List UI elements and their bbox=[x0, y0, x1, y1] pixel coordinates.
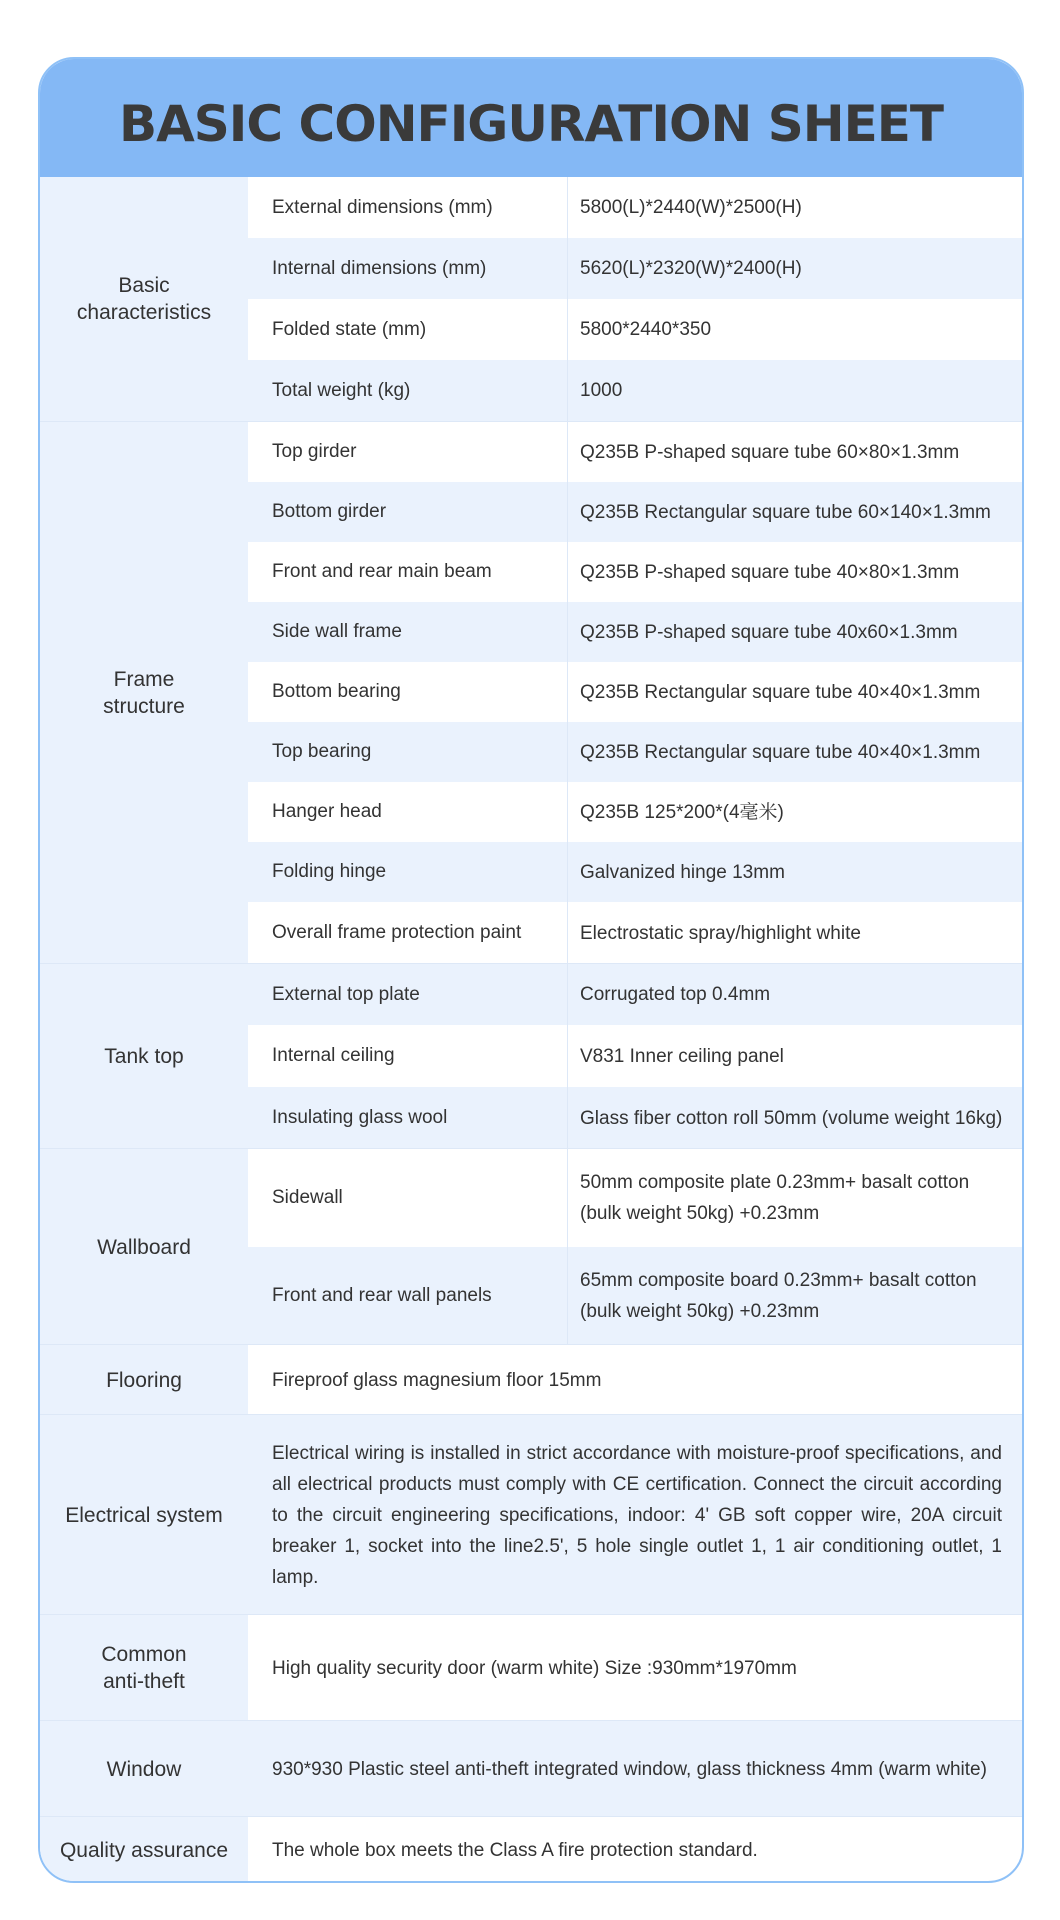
section-rows bbox=[248, 1149, 1022, 1345]
item-value: Q235B Rectangular square tube 40×40×1.3mm bbox=[580, 681, 981, 703]
configuration-sheet bbox=[38, 57, 1024, 1883]
quality-value: The whole box meets the Class A fire protection standard. bbox=[272, 1840, 758, 1861]
item-value: 50mm composite plate 0.23mm+ basalt cotton (bulk weight 50kg) +0.23mm bbox=[580, 1172, 970, 1224]
table-row bbox=[248, 360, 1022, 421]
table-row bbox=[248, 842, 1022, 902]
item-value: Q235B 125*200*(4毫米) bbox=[580, 801, 784, 823]
table-row bbox=[248, 722, 1022, 782]
item-value: Q235B Rectangular square tube 60×140×1.3mm bbox=[580, 501, 991, 523]
item-value: Electrostatic spray/highlight white bbox=[580, 922, 861, 944]
section-basic-characteristics bbox=[40, 177, 1022, 421]
section-rows bbox=[248, 1615, 1022, 1721]
item-label: Top bearing bbox=[248, 722, 568, 782]
flooring-value: Fireproof glass magnesium floor 15mm bbox=[272, 1369, 602, 1391]
section-rows bbox=[248, 422, 1022, 964]
electrical-value: Electrical wiring is installed in strict accordance with moisture-proof specifications, and all electrical products must comply with CE certification. Connect the circuit according to the circuit engineering specifications, indoor: 4' GB soft copper wire, 20A circuit breaker 1, socket into the line2.5', 5 hole single outlet 1, 1 air conditioning outlet, 1 lamp. bbox=[272, 1442, 1002, 1588]
item-label: Hanger head bbox=[248, 782, 568, 842]
section-rows bbox=[248, 177, 1022, 421]
item-value: Corrugated top 0.4mm bbox=[580, 984, 771, 1005]
section-common-anti-theft bbox=[40, 1614, 1022, 1721]
category-text: Tank top bbox=[104, 1045, 184, 1068]
table-row bbox=[248, 964, 1022, 1025]
section-frame-structure bbox=[40, 421, 1022, 964]
section-rows bbox=[248, 1345, 1022, 1415]
item-label: External top plate bbox=[248, 964, 568, 1025]
section-wallboard bbox=[40, 1148, 1022, 1345]
item-label: Side wall frame bbox=[248, 602, 568, 662]
item-value: Q235B P-shaped square tube 60×80×1.3mm bbox=[580, 441, 960, 463]
category-label bbox=[40, 1817, 248, 1883]
item-value: 5620(L)*2320(W)*2400(H) bbox=[580, 258, 802, 279]
category-label bbox=[40, 1149, 248, 1345]
item-label: Sidewall bbox=[248, 1149, 568, 1247]
category-text: Frame structure bbox=[103, 668, 185, 718]
section-quality-assurance bbox=[40, 1816, 1022, 1883]
sheet-header bbox=[40, 59, 1022, 177]
item-label: Front and rear wall panels bbox=[248, 1247, 568, 1345]
table-row bbox=[248, 1025, 1022, 1087]
table-row bbox=[248, 902, 1022, 964]
item-value: Q235B Rectangular square tube 40×40×1.3mm bbox=[580, 741, 981, 763]
section-rows bbox=[248, 1817, 1022, 1883]
anti-theft-value: High quality security door (warm white) Size :930mm*1970mm bbox=[272, 1657, 797, 1679]
category-text: Wallboard bbox=[97, 1235, 191, 1259]
table-row bbox=[248, 177, 1022, 238]
item-value: Glass fiber cotton roll 50mm (volume weight 16kg) bbox=[580, 1107, 1003, 1129]
window-value: 930*930 Plastic steel anti-theft integrated window, glass thickness 4mm (warm white) bbox=[248, 1721, 1022, 1817]
table-row bbox=[248, 238, 1022, 299]
item-label: Internal ceiling bbox=[248, 1025, 568, 1087]
item-label: Folded state (mm) bbox=[248, 299, 568, 360]
category-text: Window bbox=[106, 1757, 182, 1781]
table-row bbox=[248, 1149, 1022, 1247]
section-flooring bbox=[40, 1344, 1022, 1415]
section-electrical-system bbox=[40, 1414, 1022, 1615]
category-label bbox=[40, 1415, 248, 1615]
item-label: Folding hinge bbox=[248, 842, 568, 902]
category-label bbox=[40, 1345, 248, 1415]
category-label bbox=[40, 177, 248, 421]
item-label: Top girder bbox=[248, 422, 568, 482]
item-label: Bottom girder bbox=[248, 482, 568, 542]
item-label: Internal dimensions (mm) bbox=[248, 238, 568, 299]
table-row bbox=[248, 422, 1022, 482]
category-text: Quality assurance bbox=[59, 1839, 229, 1862]
section-rows bbox=[248, 1721, 1022, 1817]
item-value: 1000 bbox=[580, 380, 623, 401]
item-value: Galvanized hinge 13mm bbox=[580, 861, 785, 883]
section-tank-top bbox=[40, 963, 1022, 1149]
category-text: Common anti-theft bbox=[101, 1643, 187, 1693]
table-row bbox=[248, 299, 1022, 360]
item-value: Q235B P-shaped square tube 40×80×1.3mm bbox=[580, 561, 960, 583]
item-label: Total weight (kg) bbox=[248, 360, 568, 421]
table-row bbox=[248, 662, 1022, 722]
item-label: Insulating glass wool bbox=[248, 1087, 568, 1149]
electrical-value-cell bbox=[248, 1415, 1022, 1615]
item-label: Front and rear main beam bbox=[248, 542, 568, 602]
table-row bbox=[248, 1087, 1022, 1149]
item-value: Q235B P-shaped square tube 40x60×1.3mm bbox=[580, 621, 958, 643]
section-window bbox=[40, 1720, 1022, 1817]
table-row bbox=[248, 602, 1022, 662]
table-row bbox=[248, 782, 1022, 842]
category-label bbox=[40, 964, 248, 1149]
item-value: 65mm composite board 0.23mm+ basalt cotton (bulk weight 50kg) +0.23mm bbox=[580, 1270, 977, 1322]
category-text: Basic characteristics bbox=[76, 274, 212, 324]
category-label bbox=[40, 1615, 248, 1721]
item-label: Overall frame protection paint bbox=[248, 902, 568, 964]
section-rows bbox=[248, 1415, 1022, 1615]
category-label bbox=[40, 422, 248, 964]
item-value: 5800(L)*2440(W)*2500(H) bbox=[580, 197, 802, 218]
item-label: Bottom bearing bbox=[248, 662, 568, 722]
item-value: 5800*2440*350 bbox=[580, 319, 712, 340]
table-row bbox=[248, 542, 1022, 602]
table-row bbox=[248, 1247, 1022, 1345]
item-value: V831 Inner ceiling panel bbox=[580, 1045, 784, 1067]
category-text: Flooring bbox=[106, 1368, 182, 1392]
category-label bbox=[40, 1721, 248, 1817]
table-row bbox=[248, 482, 1022, 542]
category-text: Electrical system bbox=[65, 1503, 223, 1527]
item-label: External dimensions (mm) bbox=[248, 177, 568, 238]
page-title: BASIC CONFIGURATION SHEET bbox=[118, 95, 944, 153]
section-rows bbox=[248, 964, 1022, 1149]
